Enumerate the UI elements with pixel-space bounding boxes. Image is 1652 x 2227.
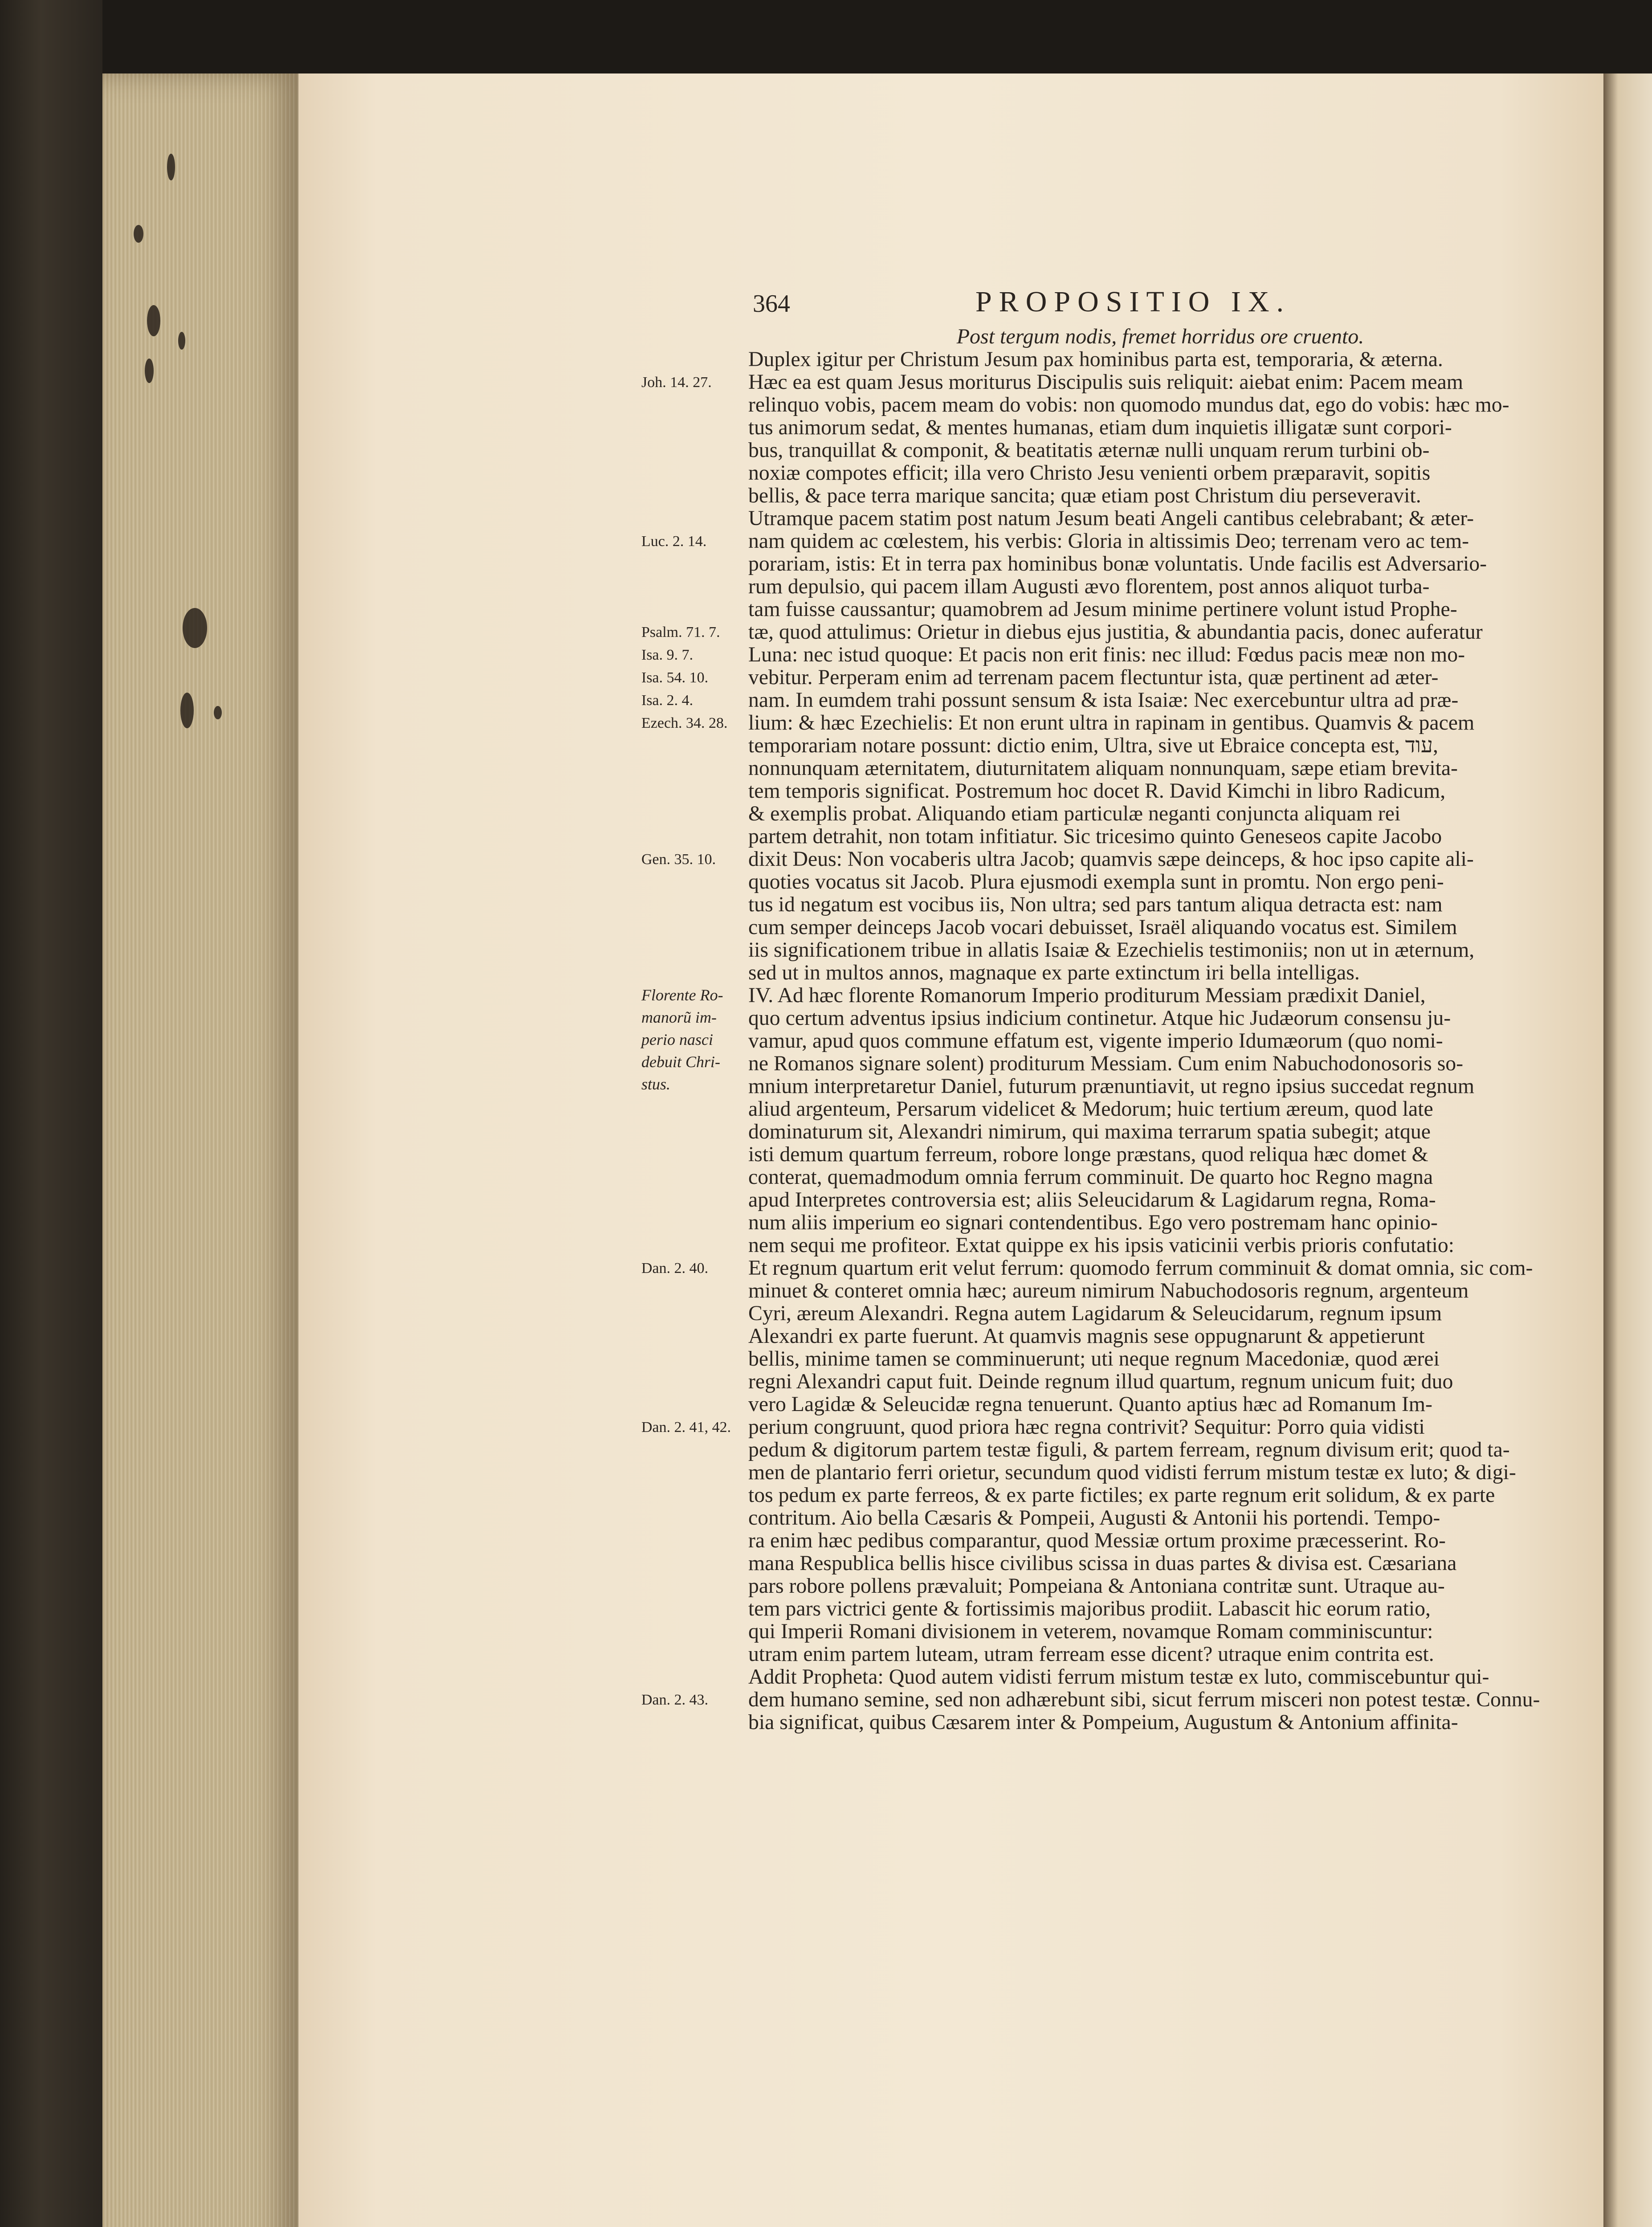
margin-reference: Isa. 9. 7. [641,647,693,663]
page-block-edge [102,73,298,2227]
text-line: Et regnum quartum erit velut ferrum: quomodo ferrum comminuit & domat omnia, sic com- [748,1256,1533,1280]
text-line: vebitur. Perperam enim ad terrenam pacem flectuntur ista, quæ pertinent ad æter- [748,665,1439,689]
text-line: relinquo vobis, pacem meam do vobis: non quomodo mundus dat, ego do vobis: hæc mo- [748,393,1509,416]
margin-reference: Isa. 2. 4. [641,692,693,709]
text-line: tem pars victrici gente & fortissimis majoribus prodiit. Labascit hic eorum ratio, [748,1597,1431,1620]
text-line: perium congruunt, quod priora hæc regna contrivit? Sequitur: Porro quia vidisti [748,1415,1425,1439]
text-line: contritum. Aio bella Cæsaris & Pompeii, Augusti & Antonii his portendi. Tempo- [748,1506,1440,1530]
text-line: men de plantario ferri orietur, secundum quod vidisti ferrum mistum testæ ex luto; & digi- [748,1460,1516,1484]
text-line: iis significationem tribue in allatis Isaiæ & Ezechielis testimoniis; non ut in æternum, [748,938,1475,962]
text-line: nonnunquam æternitatem, diuturnitatem aliquam nonnunquam, sæpe etiam brevita- [748,756,1458,780]
running-head: PROPOSITIO IX. [975,286,1291,318]
text-line: dominaturum sit, Alexandri nimirum, qui maxima terrarum spatia subegit; atque [748,1120,1431,1143]
margin-reference: Luc. 2. 14. [641,533,707,550]
margin-reference: Ezech. 34. 28. [641,715,728,731]
text-line: ra enim hæc pedibus comparantur, quod Messiæ ortum proxime præcesserint. Ro- [748,1529,1446,1552]
text-line: sed ut in multos annos, magnaque ex parte extinctum iri bella intelligas. [748,961,1360,984]
text-line: utram enim partem luteam, utram ferream esse dicent? utraque enim contrita est. [748,1642,1434,1666]
margin-reference: Dan. 2. 43. [641,1692,709,1708]
text-line: conterat, quemadmodum omnia ferrum comminuit. De quarto hoc Regno magna [748,1165,1433,1189]
text-line: mnium interpretaretur Daniel, futurum prænuntiavit, ut regno ipsius succedat regnum [748,1074,1475,1098]
text-line: tos pedum ex parte ferreos, & ex parte fictiles; ex parte regnum erit solidum, & ex parte [748,1483,1495,1507]
text-line: quoties vocatus sit Jacob. Plura ejusmodi exempla sunt in promtu. Non ergo peni- [748,870,1444,893]
text-line: num aliis imperium eo signari contendentibus. Ego vero postremam hanc opinio- [748,1211,1438,1234]
side-heading-line: manorũ im- [641,1008,717,1026]
text-line: lium: & hæc Ezechielis: Et non erunt ultra in rapinam in gentibus. Quamvis & pacem [748,711,1475,734]
ink-stain [183,608,207,648]
text-line: pars robore pollens prævaluit; Pompeiana & Antoniana contritæ sunt. Utraque au- [748,1574,1445,1598]
text-line: aliud argenteum, Persarum videlicet & Medorum; huic tertium æreum, quod late [748,1097,1433,1121]
text-line: Post tergum nodis, fremet horridus ore cruento. [956,325,1364,348]
text-line: ne Romanos signare solent) proditurum Messiam. Cum enim Nabuchodonosoris so- [748,1052,1464,1075]
text-line: bus, tranquillat & componit, & beatitatis æternæ nulli unquam rerum turbini ob- [748,438,1430,462]
ink-stain [147,305,160,336]
text-line: isti demum quartum ferreum, robore longe præstans, quod reliqua hæc domet & [748,1142,1428,1166]
text-line: Addit Propheta: Quod autem vidisti ferrum mistum testæ ex luto, commiscebuntur qui- [748,1665,1489,1689]
text-line: IV. Ad hæc florente Romanorum Imperio proditurum Messiam prædixit Daniel, [748,983,1426,1007]
margin-reference: Dan. 2. 40. [641,1260,709,1277]
text-line: pedum & digitorum partem testæ figuli, & partem ferream, regnum divisum erit; quod ta- [748,1438,1510,1461]
text-line: qui Imperii Romani divisionem in veterem, novamque Romam comminiscuntur: [748,1619,1433,1643]
ink-stain [180,693,194,728]
text-line: dixit Deus: Non vocaberis ultra Jacob; quamvis sæpe deinceps, & hoc ipso capite ali- [748,847,1474,871]
page-header [753,285,1376,325]
text-line: partem detrahit, non totam infitiatur. Sic tricesimo quinto Geneseos capite Jacobo [748,824,1442,848]
ink-stain [145,359,154,383]
text-line: cum semper deinceps Jacob vocari debuisset, Israël aliquando vocatus est. Similem [748,915,1457,939]
margin-reference: Psalm. 71. 7. [641,624,720,640]
side-heading-line: stus. [641,1075,671,1093]
text-line: minuet & conteret omnia hæc; aureum nimirum Nabuchodosoris regnum, argenteum [748,1279,1469,1302]
text-line: Duplex igitur per Christum Jesum pax hominibus parta est, temporaria, & æterna. [748,347,1443,371]
text-line: tus id negatum est vocibus iis, Non ultra; sed pars tantum aliqua detracta est: nam [748,893,1443,916]
text-line: tæ, quod attulimus: Orietur in diebus ejus justitia, & abundantia pacis, donec auferatur [748,620,1483,644]
text-line: Cyri, æreum Alexandri. Regna autem Lagidarum & Seleucidarum, regnum ipsum [748,1301,1442,1325]
text-line: tus animorum sedat, & mentes humanas, etiam dum inquietis illigatæ sunt corpori- [748,416,1452,439]
text-line: regni Alexandri caput fuit. Deinde regnum illud quartum, regnum unicum fuit; duo [748,1370,1453,1393]
margin-reference: Gen. 35. 10. [641,851,716,868]
text-line: Utramque pacem statim post natum Jesum beati Angeli cantibus celebrabant; & æter- [748,506,1474,530]
facing-page-edge [1603,73,1652,2227]
text-line: noxiæ compotes efficit; illa vero Christo Jesu venienti orbem præparavit, sopitis [748,461,1431,485]
text-line: nem sequi me profiteor. Extat quippe ex his ipsis vaticinii verbis prioris confutatio: [748,1233,1455,1257]
margin-reference: Joh. 14. 27. [641,374,712,391]
text-line: tam fuisse caussantur; quamobrem ad Jesum minime pertinere volunt istud Prophe- [748,597,1457,621]
ink-stain [214,706,222,719]
ink-stain [167,154,175,180]
text-line: nam quidem ac cœlestem, his verbis: Gloria in altissimis Deo; terrenam vero ac tem- [748,529,1469,553]
text-line: temporariam notare possunt: dictio enim, Ultra, sive ut Ebraice concepta est, עוד, [748,734,1438,757]
margin-reference: Dan. 2. 41, 42. [641,1419,731,1436]
text-line: rum depulsio, qui pacem illam Augusti ævo florentem, post annos aliquot turba- [748,575,1430,598]
text-line: dem humano semine, sed non adhærebunt sibi, sicut ferrum misceri non potest testæ. Connu- [748,1688,1540,1711]
text-line: bia significat, quibus Cæsarem inter & Pompeium, Augustum & Antonium affinita- [748,1710,1458,1734]
text-line: apud Interpretes controversia est; aliis Seleucidarum & Lagidarum regna, Roma- [748,1188,1436,1211]
side-heading-line: debuit Chri- [641,1053,720,1071]
text-line: Luna: nec istud quoque: Et pacis non erit finis: nec illud: Fœdus pacis meæ non mo- [748,643,1465,666]
text-line: & exemplis probat. Aliquando etiam particulæ neganti conjuncta aliquam rei [748,802,1401,825]
text-line: porariam, istis: Et in terra pax hominibus bonæ voluntatis. Unde facilis est Adversario- [748,552,1487,575]
text-line: vero Lagidæ & Seleucidæ regna tenuerunt. Quanto aptius hæc ad Romanum Im- [748,1392,1432,1416]
side-heading-line: Florente Ro- [641,986,723,1004]
text-line: bellis, & pace terra marique sancita; quæ etiam post Christum diu perseveravit. [748,484,1421,507]
text-line: bellis, minime tamen se comminuerunt; uti neque regnum Macedoniæ, quod ærei [748,1347,1440,1370]
body-text [748,325,1572,1733]
text-line: tem temporis significat. Postremum hoc docet R. David Kimchi in libro Radicum, [748,779,1446,803]
text-line: nam. In eumdem trahi possunt sensum & ista Isaiæ: Nec exercebuntur ultra ad præ- [748,688,1459,712]
text-line: Hæc ea est quam Jesus moriturus Discipulis suis reliquit: aiebat enim: Pacem meam [748,370,1463,394]
book-cover-edge [0,0,102,2227]
margin-reference: Isa. 54. 10. [641,669,709,686]
side-heading-line: perio nasci [641,1031,713,1048]
ink-stain [134,225,143,243]
text-line: vamur, apud quos commune effatum est, vigente imperio Idumæorum (quo nomi- [748,1029,1443,1052]
text-line: Alexandri ex parte fuerunt. At quamvis magnis sese oppugnarunt & appetierunt [748,1324,1425,1348]
text-line: mana Respublica bellis hisce civilibus scissa in duas partes & divisa est. Cæsariana [748,1551,1457,1575]
page-number: 364 [753,290,790,318]
text-line: quo certum adventus ipsius indicium continetur. Atque hic Judæorum consensu ju- [748,1006,1451,1030]
ink-stain [178,332,185,350]
